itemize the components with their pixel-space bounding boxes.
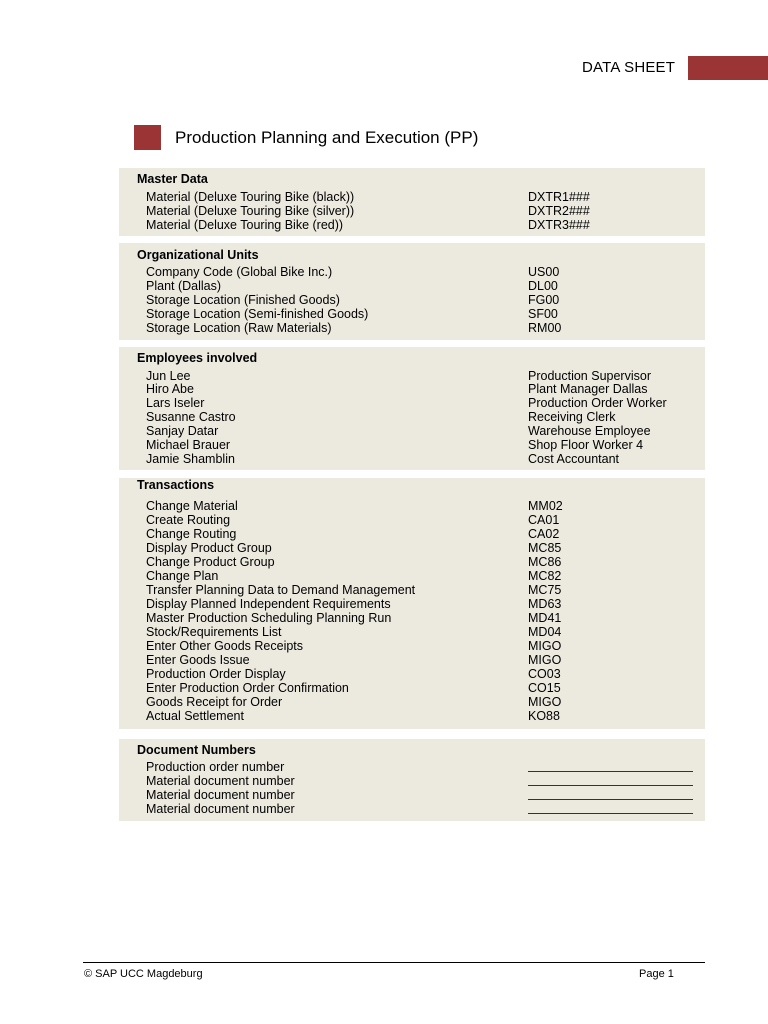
- row-value: CA01: [528, 513, 560, 527]
- row-label: Company Code (Global Bike Inc.): [146, 265, 333, 279]
- row-label: Stock/Requirements List: [146, 625, 282, 639]
- row-label: Storage Location (Semi-finished Goods): [146, 307, 369, 321]
- section-document-numbers: [119, 739, 705, 821]
- list-item: [119, 218, 705, 232]
- list-item: [119, 190, 705, 204]
- list-item: [119, 569, 705, 583]
- row-label: Change Routing: [146, 527, 237, 541]
- list-item: [119, 452, 705, 466]
- row-label: Goods Receipt for Order: [146, 695, 283, 709]
- list-item: [119, 639, 705, 653]
- list-item: [119, 204, 705, 218]
- list-item: [119, 307, 705, 321]
- fill-in-line: [528, 799, 693, 800]
- list-item: [119, 279, 705, 293]
- row-value: DXTR2###: [528, 204, 590, 218]
- row-value: FG00: [528, 293, 560, 307]
- row-value: MD41: [528, 611, 562, 625]
- row-value: Production Order Worker: [528, 396, 667, 410]
- section-title-transactions: Transactions: [137, 478, 215, 492]
- row-label: Susanne Castro: [146, 410, 236, 424]
- fill-in-line: [528, 771, 693, 772]
- row-label: Enter Production Order Confirmation: [146, 681, 349, 695]
- list-item: [119, 321, 705, 335]
- row-label: Material document number: [146, 802, 295, 816]
- header-accent-bar: [688, 56, 768, 80]
- list-item: [119, 667, 705, 681]
- list-item: [119, 410, 705, 424]
- section-title-employees-involved: Employees involved: [137, 351, 258, 365]
- row-value: Plant Manager Dallas: [528, 382, 648, 396]
- page-number: Page 1: [639, 968, 674, 980]
- row-label: Display Product Group: [146, 541, 272, 555]
- row-value: Receiving Clerk: [528, 410, 616, 424]
- row-value: US00: [528, 265, 560, 279]
- row-label: Jamie Shamblin: [146, 452, 235, 466]
- fill-in-line: [528, 813, 693, 814]
- data-sheet-label: DATA SHEET: [582, 59, 676, 76]
- section-title-master-data: Master Data: [137, 172, 208, 186]
- row-value: DXTR3###: [528, 218, 590, 232]
- row-value: DL00: [528, 279, 558, 293]
- list-item: [119, 709, 705, 723]
- row-value: SF00: [528, 307, 558, 321]
- list-item: [119, 760, 705, 774]
- row-value: CO03: [528, 667, 561, 681]
- list-item: [119, 625, 705, 639]
- footer-divider: [83, 962, 705, 963]
- list-item: [119, 424, 705, 438]
- list-item: [119, 396, 705, 410]
- row-value: MD04: [528, 625, 562, 639]
- row-value: MC86: [528, 555, 562, 569]
- list-item: [119, 597, 705, 611]
- row-label: Storage Location (Raw Materials): [146, 321, 332, 335]
- list-item: [119, 293, 705, 307]
- row-value: MC82: [528, 569, 562, 583]
- row-label: Change Plan: [146, 569, 219, 583]
- title-marker-square: [134, 125, 161, 150]
- section-title-document-numbers: Document Numbers: [137, 743, 256, 757]
- section-employees-involved: [119, 347, 705, 470]
- row-label: Michael Brauer: [146, 438, 231, 452]
- list-item: [119, 265, 705, 279]
- row-label: Storage Location (Finished Goods): [146, 293, 340, 307]
- list-item: [119, 541, 705, 555]
- row-label: Sanjay Datar: [146, 424, 219, 438]
- row-label: Create Routing: [146, 513, 231, 527]
- list-item: [119, 802, 705, 816]
- list-item: [119, 681, 705, 695]
- list-item: [119, 513, 705, 527]
- row-value: MIGO: [528, 653, 562, 667]
- list-item: [119, 499, 705, 513]
- row-value: MC85: [528, 541, 562, 555]
- row-label: Actual Settlement: [146, 709, 244, 723]
- row-label: Material (Deluxe Touring Bike (red)): [146, 218, 344, 232]
- row-label: Material (Deluxe Touring Bike (black)): [146, 190, 355, 204]
- row-label: Production order number: [146, 760, 285, 774]
- section-master-data: [119, 168, 705, 236]
- section-organizational-units: [119, 243, 705, 340]
- row-value: MIGO: [528, 639, 562, 653]
- document-title: Production Planning and Execution (PP): [175, 128, 479, 147]
- row-label: Enter Goods Issue: [146, 653, 250, 667]
- row-label: Enter Other Goods Receipts: [146, 639, 304, 653]
- row-value: MD63: [528, 597, 562, 611]
- section-transactions: [119, 478, 705, 729]
- row-label: Material document number: [146, 788, 295, 802]
- row-label: Change Material: [146, 499, 238, 513]
- row-value: MIGO: [528, 695, 562, 709]
- row-value: Cost Accountant: [528, 452, 620, 466]
- footer-copyright: © SAP UCC Magdeburg: [84, 968, 203, 980]
- section-title-organizational-units: Organizational Units: [137, 248, 259, 262]
- row-label: Display Planned Independent Requirements: [146, 597, 391, 611]
- row-label: Hiro Abe: [146, 382, 194, 396]
- row-value: Shop Floor Worker 4: [528, 438, 644, 452]
- row-label: Material (Deluxe Touring Bike (silver)): [146, 204, 355, 218]
- row-label: Production Order Display: [146, 667, 286, 681]
- row-value: MM02: [528, 499, 563, 513]
- list-item: [119, 695, 705, 709]
- row-value: CO15: [528, 681, 561, 695]
- row-label: Jun Lee: [146, 369, 191, 383]
- row-value: MC75: [528, 583, 562, 597]
- row-label: Change Product Group: [146, 555, 275, 569]
- row-value: KO88: [528, 709, 560, 723]
- fill-in-line: [528, 785, 693, 786]
- list-item: [119, 788, 705, 802]
- list-item: [119, 527, 705, 541]
- row-label: Transfer Planning Data to Demand Management: [146, 583, 416, 597]
- row-label: Master Production Scheduling Planning Run: [146, 611, 392, 625]
- row-label: Material document number: [146, 774, 295, 788]
- row-value: Warehouse Employee: [528, 424, 651, 438]
- list-item: [119, 555, 705, 569]
- row-value: CA02: [528, 527, 560, 541]
- list-item: [119, 774, 705, 788]
- list-item: [119, 382, 705, 396]
- list-item: [119, 653, 705, 667]
- list-item: [119, 438, 705, 452]
- row-value: Production Supervisor: [528, 369, 651, 383]
- list-item: [119, 611, 705, 625]
- row-label: Plant (Dallas): [146, 279, 222, 293]
- list-item: [119, 369, 705, 383]
- row-value: RM00: [528, 321, 562, 335]
- list-item: [119, 583, 705, 597]
- row-label: Lars Iseler: [146, 396, 205, 410]
- row-value: DXTR1###: [528, 190, 590, 204]
